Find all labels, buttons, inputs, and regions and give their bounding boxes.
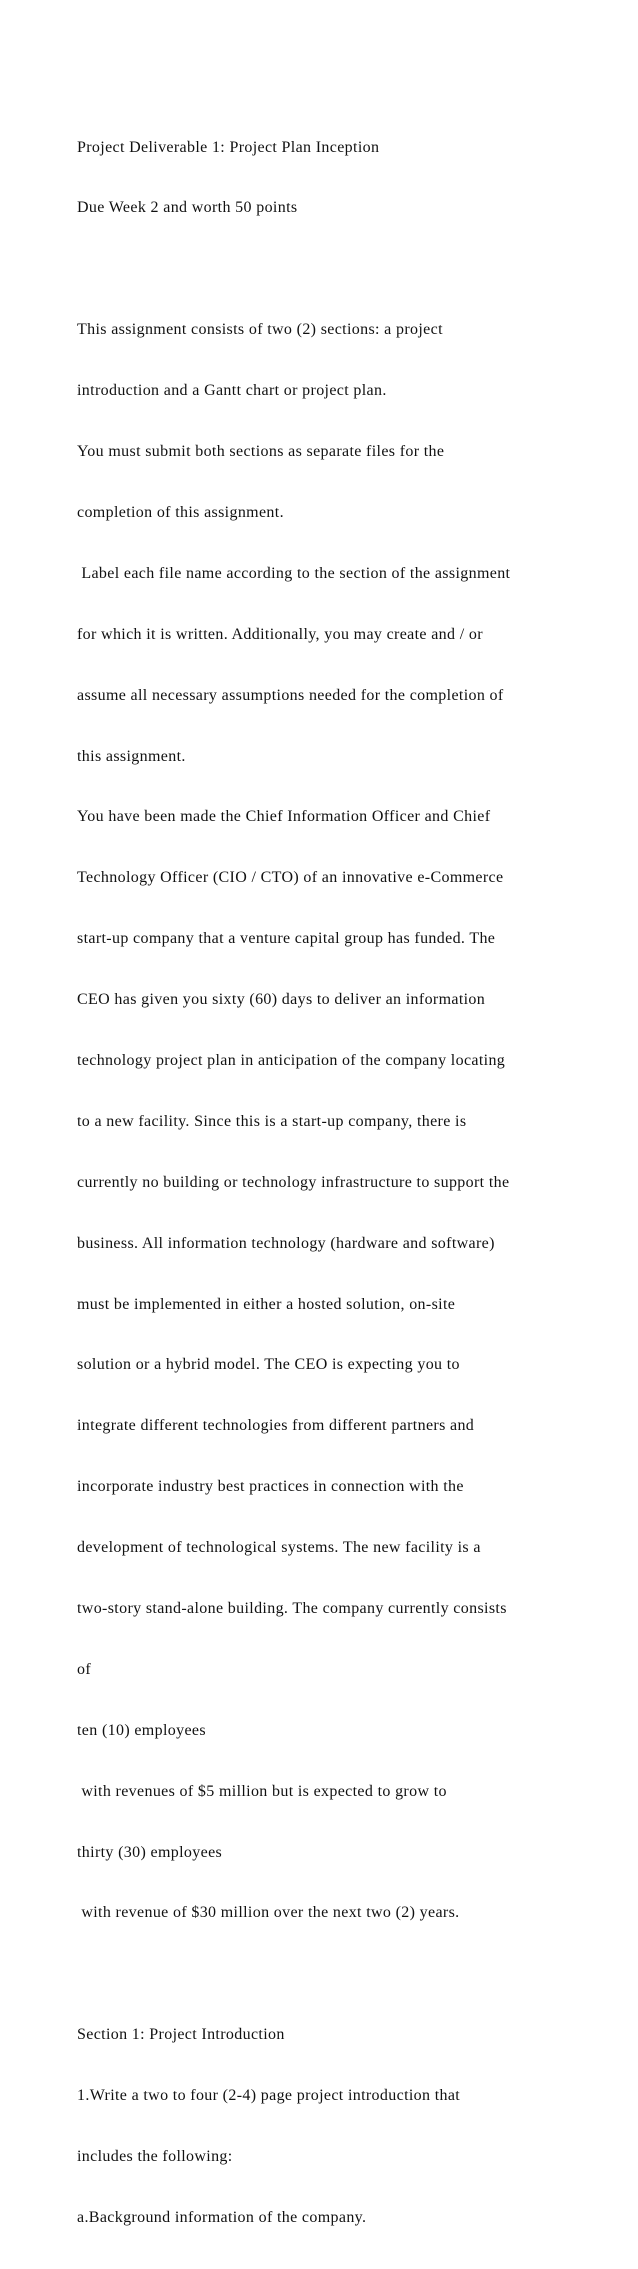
body-line: includes the following:: [77, 2147, 233, 2165]
due-date-line: Due Week 2 and worth 50 points: [77, 199, 298, 217]
body-line: with revenues of $5 million but is expected to grow to: [77, 1782, 447, 1800]
body-line: of: [77, 1660, 92, 1678]
body-line: ten (10) employees: [77, 1721, 206, 1739]
body-line: technology project plan in anticipation of the company locating: [77, 1051, 506, 1069]
body-line: two-story stand-alone building. The company currently consists: [77, 1599, 507, 1617]
body-line: introduction and a Gantt chart or project plan.: [77, 382, 387, 400]
body-line: development of technological systems. The new facility is a: [77, 1539, 481, 1557]
body-line: must be implemented in either a hosted solution, on-site: [77, 1295, 456, 1313]
body-line: Label each file name according to the section of the assignment: [77, 564, 511, 582]
body-line: Technology Officer (CIO / CTO) of an innovative e-Commerce: [77, 869, 504, 887]
body-line: incorporate industry best practices in connection with the: [77, 1478, 464, 1496]
body-line: thirty (30) employees: [77, 1843, 223, 1861]
body-line: to a new facility. Since this is a start-up company, there is: [77, 1112, 467, 1130]
document-title: Project Deliverable 1: Project Plan Inception: [77, 138, 380, 156]
blank-line: [77, 1964, 597, 1984]
body-line: integrate different technologies from different partners and: [77, 1417, 475, 1435]
body-line: with revenue of $30 million over the next two (2) years.: [77, 1904, 460, 1922]
body-line: completion of this assignment.: [77, 503, 284, 521]
body-line: solution or a hybrid model. The CEO is expecting you to: [77, 1356, 460, 1374]
body-line: currently no building or technology infrastructure to support the: [77, 1173, 510, 1191]
body-line: business. All information technology (hardware and software): [77, 1234, 495, 1252]
body-line: a.Background information of the company.: [77, 2208, 367, 2226]
body-line: this assignment.: [77, 747, 186, 765]
document-body: [77, 97, 597, 2269]
body-line: for which it is written. Additionally, you may create and / or: [77, 625, 483, 643]
blank-line: [77, 259, 597, 279]
body-line: You must submit both sections as separate files for the: [77, 443, 445, 461]
body-line: start-up company that a venture capital group has funded. The: [77, 930, 496, 948]
body-line: CEO has given you sixty (60) days to deliver an information: [77, 991, 486, 1009]
section-heading: Section 1: Project Introduction: [77, 2026, 285, 2044]
body-line: This assignment consists of two (2) sections: a project: [77, 321, 443, 339]
body-line: You have been made the Chief Information Officer and Chief: [77, 808, 491, 826]
body-line: 1.Write a two to four (2-4) page project introduction that: [77, 2087, 461, 2105]
body-line: assume all necessary assumptions needed for the completion of: [77, 686, 504, 704]
